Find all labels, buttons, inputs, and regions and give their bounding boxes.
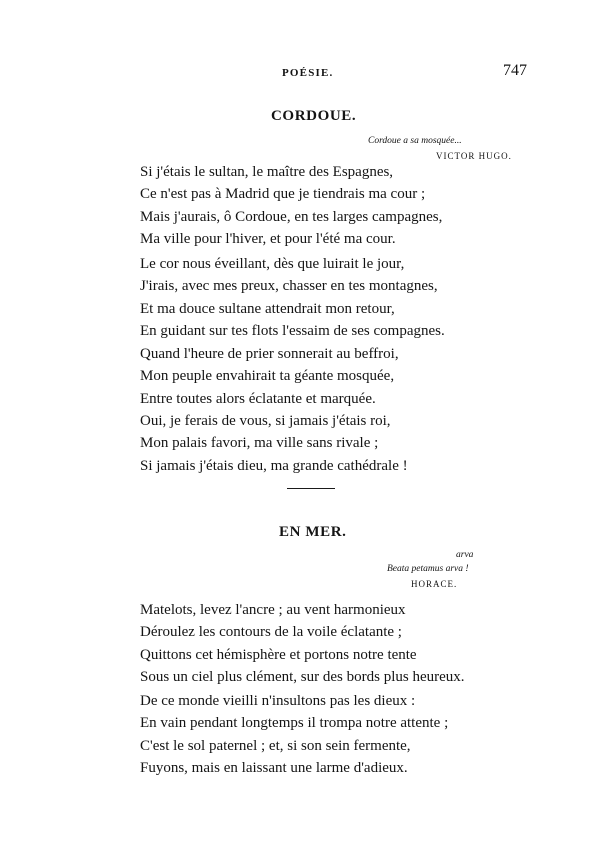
verse-line: Mon peuple envahirait ta géante mosquée, xyxy=(140,368,395,385)
verse-line: Et ma douce sultane attendrait mon retour, xyxy=(140,300,395,317)
verse-line: J'irais, avec mes preux, chasser en tes montagnes, xyxy=(140,278,438,295)
section-separator xyxy=(287,488,335,489)
verse-line: Déroulez les contours de la voile éclatante ; xyxy=(140,624,402,641)
stanza xyxy=(140,161,540,250)
epigraph-line: Beata petamus arva ! xyxy=(387,564,469,574)
epigraph-line: arva xyxy=(456,550,474,560)
running-title: POÉSIE. xyxy=(282,67,334,79)
page-number: 747 xyxy=(503,62,527,79)
stanza xyxy=(140,253,540,342)
verse-line: Le cor nous éveillant, dès que luirait le jour, xyxy=(140,256,405,272)
verse-line: De ce monde vieilli n'insultons pas les dieux : xyxy=(140,693,416,709)
poem-title: CORDOUE. xyxy=(271,108,357,124)
stanza xyxy=(140,599,540,688)
verse-line: Fuyons, mais en laissant une larme d'adieux. xyxy=(140,759,408,776)
verse-line: En vain pendant longtemps il trompa notre attente ; xyxy=(140,715,449,732)
verse-line: Si jamais j'étais dieu, ma grande cathédrale ! xyxy=(140,457,408,474)
verse-line: Quand l'heure de prier sonnerait au beffroi, xyxy=(140,346,399,362)
verse-line: Mais j'aurais, ô Cordoue, en tes larges campagnes, xyxy=(140,208,443,225)
verse-line: Ce n'est pas à Madrid que je tiendrais ma cour ; xyxy=(140,186,426,203)
verse-line: Mon palais favori, ma ville sans rivale ; xyxy=(140,435,379,452)
verse-line: Si j'étais le sultan, le maître des Espagnes, xyxy=(140,164,394,180)
stanza xyxy=(140,690,540,779)
poem-title: EN MER. xyxy=(279,524,347,540)
verse-line: Quittons cet hémisphère et portons notre tente xyxy=(140,646,417,663)
stanza xyxy=(140,343,540,410)
epigraph-author: HORACE. xyxy=(411,579,458,589)
verse-line: Oui, je ferais de vous, si jamais j'étais roi, xyxy=(140,413,391,429)
epigraph-line: Cordoue a sa mosquée... xyxy=(368,136,462,146)
verse-line: Entre toutes alors éclatante et marquée. xyxy=(140,390,376,407)
verse-line: C'est le sol paternel ; et, si son sein fermente, xyxy=(140,737,411,754)
epigraph-author: VICTOR HUGO. xyxy=(436,151,512,161)
verse-line: Ma ville pour l'hiver, et pour l'été ma cour. xyxy=(140,230,396,247)
verse-line: Sous un ciel plus clément, sur des bords plus heureux. xyxy=(140,668,465,685)
stanza xyxy=(140,410,540,477)
verse-line: Matelots, levez l'ancre ; au vent harmonieux xyxy=(140,602,406,618)
verse-line: En guidant sur tes flots l'essaim de ses compagnes. xyxy=(140,322,445,339)
running-head xyxy=(0,62,600,82)
